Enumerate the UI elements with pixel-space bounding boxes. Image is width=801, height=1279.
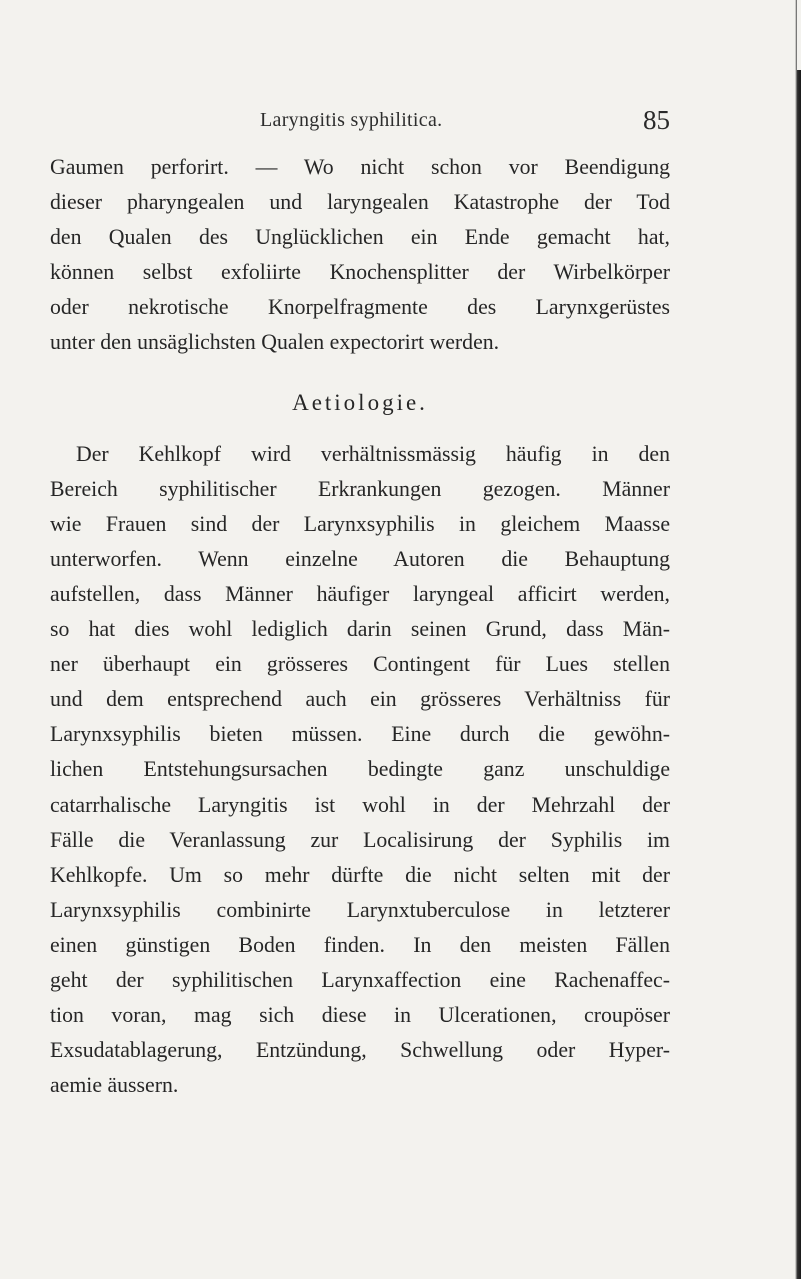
text-line: ner überhaupt ein grösseres Contingent für Lues stellen	[50, 652, 670, 677]
text-line: aemie äussern.	[50, 1073, 179, 1098]
page-number: 85	[643, 105, 670, 135]
text-line: Bereich syphilitischer Erkrankungen gezogen. Männer	[50, 476, 670, 501]
text-line: unter den unsäglichsten Qualen expectorirt werden.	[50, 330, 500, 355]
text-line: und dem entsprechend auch ein grösseres Verhältniss für	[50, 687, 670, 712]
text-line: catarrhalische Laryngitis ist wohl in der Mehrzahl der	[50, 792, 670, 817]
text-line: Kehlkopfe. Um so mehr dürfte die nicht selten mit der	[50, 862, 670, 887]
scan-edge-gap	[797, 0, 801, 70]
text-line: Fälle die Veranlassung zur Localisirung der Syphilis im	[50, 827, 670, 852]
text-line: oder nekrotische Knorpelfragmente des Larynxgerüstes	[50, 295, 670, 320]
text-line: Exsudatablagerung, Entzündung, Schwellung oder Hyper-	[50, 1038, 670, 1063]
page-header	[50, 105, 670, 141]
text-line: geht der syphilitischen Larynxaffection eine Rachenaffec-	[50, 967, 670, 992]
text-line: unterworfen. Wenn einzelne Autoren die Behauptung	[50, 546, 670, 571]
text-line: wie Frauen sind der Larynxsyphilis in gleichem Maasse	[50, 511, 670, 536]
text-line: können selbst exfoliirte Knochensplitter der Wirbelkörper	[50, 260, 670, 285]
text-line: so hat dies wohl lediglich darin seinen Grund, dass Män-	[50, 617, 670, 642]
paragraph-1	[50, 150, 670, 361]
text-line: den Qualen des Unglücklichen ein Ende gemacht hat,	[50, 225, 670, 250]
text-line: Der Kehlkopf wird verhältnissmässig häufig in den	[76, 441, 670, 466]
text-line: Gaumen perforirt. — Wo nicht schon vor Beendigung	[50, 155, 670, 179]
running-title: Laryngitis syphilitica.	[260, 109, 443, 131]
text-line: einen günstigen Boden finden. In den meisten Fällen	[50, 932, 670, 957]
section-heading: Aetiologie.	[292, 389, 428, 415]
text-line: lichen Entstehungsursachen bedingte ganz unschuldige	[50, 757, 670, 782]
text-line: aufstellen, dass Männer häufiger laryngeal afficirt werden,	[50, 581, 670, 606]
text-line: Larynxsyphilis combinirte Larynxtuberculose in letzterer	[50, 897, 670, 922]
body-text	[50, 150, 670, 1103]
text-line: Larynxsyphilis bieten müssen. Eine durch die gewöhn-	[50, 722, 670, 747]
paragraph-2	[50, 437, 670, 1104]
text-line: tion voran, mag sich diese in Ulcerationen, croupöser	[50, 1003, 670, 1028]
scan-edge-shadow	[795, 0, 801, 1279]
text-line: dieser pharyngealen und laryngealen Katastrophe der Tod	[50, 190, 670, 215]
